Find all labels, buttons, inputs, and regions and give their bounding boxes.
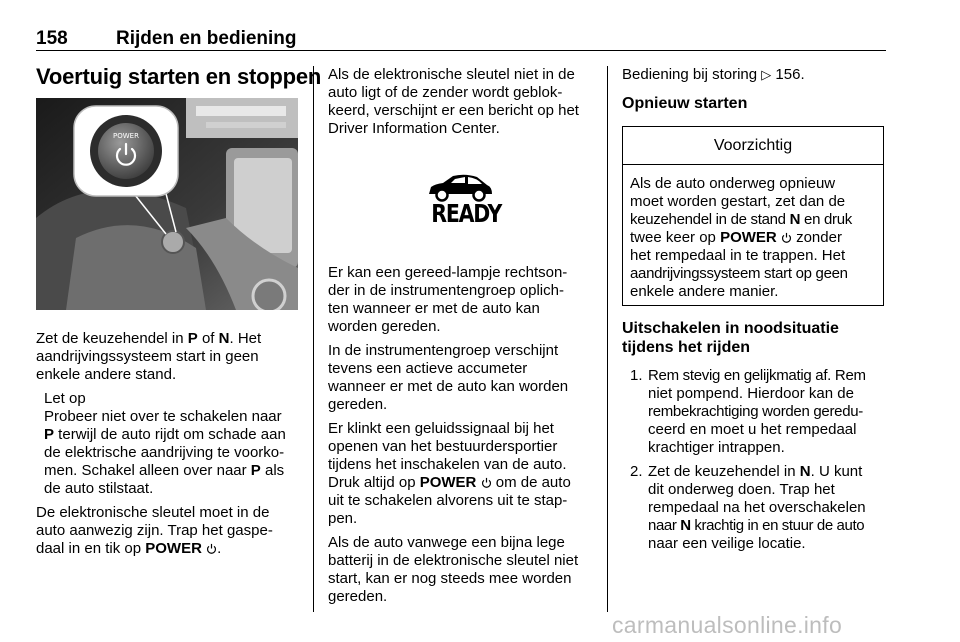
paragraph-line: auto aanwezig zijn. Trap het gaspe- — [36, 522, 273, 539]
page-number: 158 — [36, 28, 68, 49]
caution-line: aandrijvingssysteem start op geen — [630, 265, 848, 282]
list-item-line: rempedaal na het overschakelen — [648, 499, 866, 516]
paragraph-line: openen van het bestuurdersportier — [328, 438, 558, 455]
list-item-line: naar een veilige locatie. — [648, 535, 806, 552]
list-item-line: Zet de keuzehendel in N. U kunt — [648, 463, 863, 480]
paragraph-line: worden gereden. — [328, 318, 441, 335]
ready-text: READY — [431, 199, 502, 228]
column-separator — [313, 66, 314, 612]
paragraph-line: aandrijvingssysteem start in geen — [36, 348, 259, 365]
paragraph-line: daal in en tik op POWER . — [36, 540, 222, 557]
paragraph-line: uit te schakelen alvorens uit te stap- — [328, 492, 568, 509]
arrow-icon: ▷ — [761, 68, 772, 83]
caution-line: Als de auto onderweg opnieuw — [630, 175, 836, 192]
paragraph-line: start, kan er nog steeds mee worden — [328, 570, 572, 587]
paragraph-line: der in de instrumentengroep oplich- — [328, 282, 564, 299]
list-item-line: niet pompend. Hierdoor kan de — [648, 385, 854, 402]
list-item-line: ceerd en moet u het rempedaal — [648, 421, 857, 438]
list-number: 2. — [630, 463, 643, 480]
power-icon — [481, 477, 492, 488]
note-line: Probeer niet over te schakelen naar — [44, 408, 282, 425]
paragraph-line: ten wanneer er met de auto kan — [328, 300, 540, 317]
car-icon — [425, 172, 495, 202]
caution-line: keuzehendel in de stand N en druk — [630, 211, 852, 228]
paragraph-line: pen. — [328, 510, 358, 527]
power-icon — [206, 543, 217, 554]
note-title: Let op — [44, 390, 86, 407]
list-number: 1. — [630, 367, 643, 384]
header-rule — [36, 50, 886, 51]
heading-restart: Opnieuw starten — [622, 95, 748, 112]
note-line: men. Schakel alleen over naar P als — [44, 462, 285, 479]
section-title: Rijden en bediening — [116, 28, 297, 49]
list-item-line: naar N krachtig in en stuur de auto — [648, 517, 865, 534]
paragraph-line: In de instrumentengroep verschijnt — [328, 342, 559, 359]
cross-reference[interactable]: Bediening bij storing ▷ 156. — [622, 66, 805, 83]
note-line: de elektrische aandrijving te voorko- — [44, 444, 285, 461]
list-item-line: dit onderweg doen. Trap het — [648, 481, 835, 498]
paragraph-line: gereden. — [328, 396, 388, 413]
paragraph-line: Driver Information Center. — [328, 120, 500, 137]
caution-line: het rempedaal in te trappen. Het — [630, 247, 846, 264]
paragraph-line: tijdens het inschakelen van de auto. — [328, 456, 567, 473]
paragraph-line: Er kan een gereed-lampje rechtson- — [328, 264, 568, 281]
paragraph-line: tevens een actieve accumeter — [328, 360, 528, 377]
paragraph-line: Als de elektronische sleutel niet in de — [328, 66, 575, 83]
list-item-line: krachtiger intrappen. — [648, 439, 785, 456]
heading-emergency-line: tijdens het rijden — [622, 339, 751, 356]
watermark: carmanualsonline.info — [612, 612, 843, 638]
paragraph-line: Als de auto vanwege een bijna lege — [328, 534, 565, 551]
paragraph: Zet de keuzehendel in P of N. Het — [36, 330, 262, 347]
caution-line: moet worden gestart, zet dan de — [630, 193, 846, 210]
paragraph-line: gereden. — [328, 588, 388, 605]
caution-line: twee keer op POWER zonder — [630, 229, 842, 246]
note-line: P terwijl de auto rijdt om schade aan — [44, 426, 286, 443]
paragraph-line: enkele andere stand. — [36, 366, 177, 383]
page-header — [36, 28, 886, 52]
paragraph-line: wanneer er met de auto kan worden — [328, 378, 569, 395]
paragraph-line: batterij in de elektronische sleutel niet — [328, 552, 579, 569]
page-title: Voertuig starten en stoppen — [36, 64, 322, 89]
note-line: de auto stilstaat. — [44, 480, 154, 497]
paragraph-line: Druk altijd op POWER om de auto — [328, 474, 571, 491]
list-item-line: Rem stevig en gelijkmatig af. Rem — [648, 367, 866, 384]
list-item-line: rembekrachtiging worden geredu- — [648, 403, 863, 420]
paragraph-line: auto ligt of de zender wordt geblok- — [328, 84, 563, 101]
dashboard-photo — [36, 98, 298, 310]
power-button-label: POWER — [113, 132, 139, 140]
paragraph-line: Er klinkt een geluidssignaal bij het — [328, 420, 554, 437]
ready-indicator — [425, 172, 502, 230]
dashboard-illustration — [36, 98, 298, 310]
paragraph-line: De elektronische sleutel moet in de — [36, 504, 270, 521]
caution-line: enkele andere manier. — [630, 283, 779, 300]
heading-emergency: Uitschakelen in noodsituatie — [622, 320, 839, 337]
power-icon — [781, 232, 792, 243]
caution-title: Voorzichtig — [623, 127, 883, 165]
paragraph-line: keerd, verschijnt er een bericht op het — [328, 102, 579, 119]
column-separator — [607, 66, 608, 612]
